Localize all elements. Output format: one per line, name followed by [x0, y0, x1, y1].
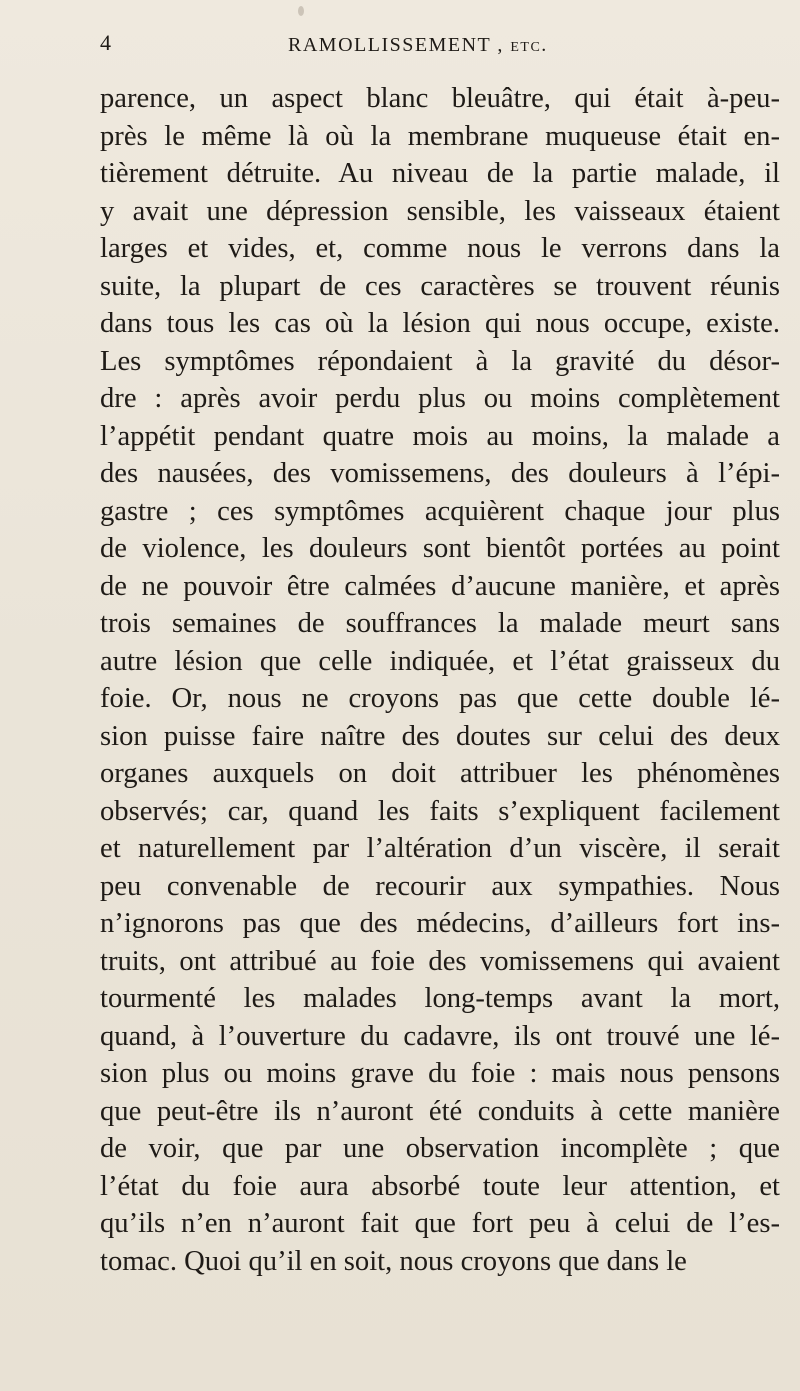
text-line: Les symptômes répondaient à la gravité du désor-: [100, 345, 780, 377]
text-line: dans tous les cas où la lésion qui nous occupe, existe.: [100, 308, 780, 339]
text-line: gastre ; ces symptômes acquièrent chaque jour plus: [100, 495, 780, 527]
text-line: qu’ils n’en n’auront fait que fort peu à celui de l’es-: [100, 1208, 780, 1239]
page-header: [100, 18, 800, 58]
text-line: et naturellement par l’altération d’un viscère, il serait: [100, 833, 780, 864]
text-line: truits, ont attribué au foie des vomissemens qui avaient: [100, 945, 780, 977]
text-line: de ne pouvoir être calmées d’aucune manière, et après: [100, 570, 780, 602]
text-line: l’appétit pendant quatre mois au moins, la malade a: [100, 420, 780, 452]
text-line: de voir, que par une observation incomplète ; que: [100, 1133, 780, 1164]
text-line: observés; car, quand les faits s’expliquent facilement: [100, 795, 780, 827]
text-line: autre lésion que celle indiquée, et l’état graisseux du: [100, 645, 780, 677]
text-line: tièrement détruite. Au niveau de la partie malade, il: [100, 158, 780, 189]
text-line: organes auxquels on doit attribuer les phénomènes: [100, 758, 780, 789]
text-line: y avait une dépression sensible, les vaisseaux étaient: [100, 195, 780, 227]
text-line: peu convenable de recourir aux sympathies. Nous: [100, 870, 780, 902]
text-line: parence, un aspect blanc bleuâtre, qui était à-peu-: [100, 83, 780, 114]
text-line: suite, la plupart de ces caractères se trouvent réunis: [100, 270, 780, 302]
text-line: tomac. Quoi qu’il en soit, nous croyons que dans le: [100, 1245, 687, 1277]
ink-spot: [298, 6, 304, 16]
text-line: dre : après avoir perdu plus ou moins complètement: [100, 383, 780, 414]
text-line: quand, à l’ouverture du cadavre, ils ont trouvé une lé-: [100, 1020, 780, 1052]
text-line: larges et vides, et, comme nous le verrons dans la: [100, 233, 780, 264]
text-line: de violence, les douleurs sont bientôt portées au point: [100, 533, 780, 564]
text-line: sion plus ou moins grave du foie : mais nous pensons: [100, 1058, 780, 1089]
text-line: tourmenté les malades long-temps avant la mort,: [100, 983, 780, 1014]
text-line: trois semaines de souffrances la malade meurt sans: [100, 608, 780, 639]
text-line: foie. Or, nous ne croyons pas que cette double lé-: [100, 683, 780, 714]
text-line: l’état du foie aura absorbé toute leur attention, et: [100, 1170, 780, 1202]
text-line: des nausées, des vomissemens, des douleurs à l’épi-: [100, 458, 780, 489]
running-head: RAMOLLISSEMENT , etc.: [288, 34, 548, 56]
text-line: n’ignorons pas que des médecins, d’ailleurs fort ins-: [100, 908, 780, 939]
page-number: 4: [100, 30, 112, 55]
text-line: près le même là où la membrane muqueuse était en-: [100, 120, 780, 152]
body-text: [100, 80, 780, 1280]
text-line: sion puisse faire naître des doutes sur celui des deux: [100, 720, 780, 752]
text-line: que peut-être ils n’auront été conduits à cette manière: [100, 1095, 780, 1127]
